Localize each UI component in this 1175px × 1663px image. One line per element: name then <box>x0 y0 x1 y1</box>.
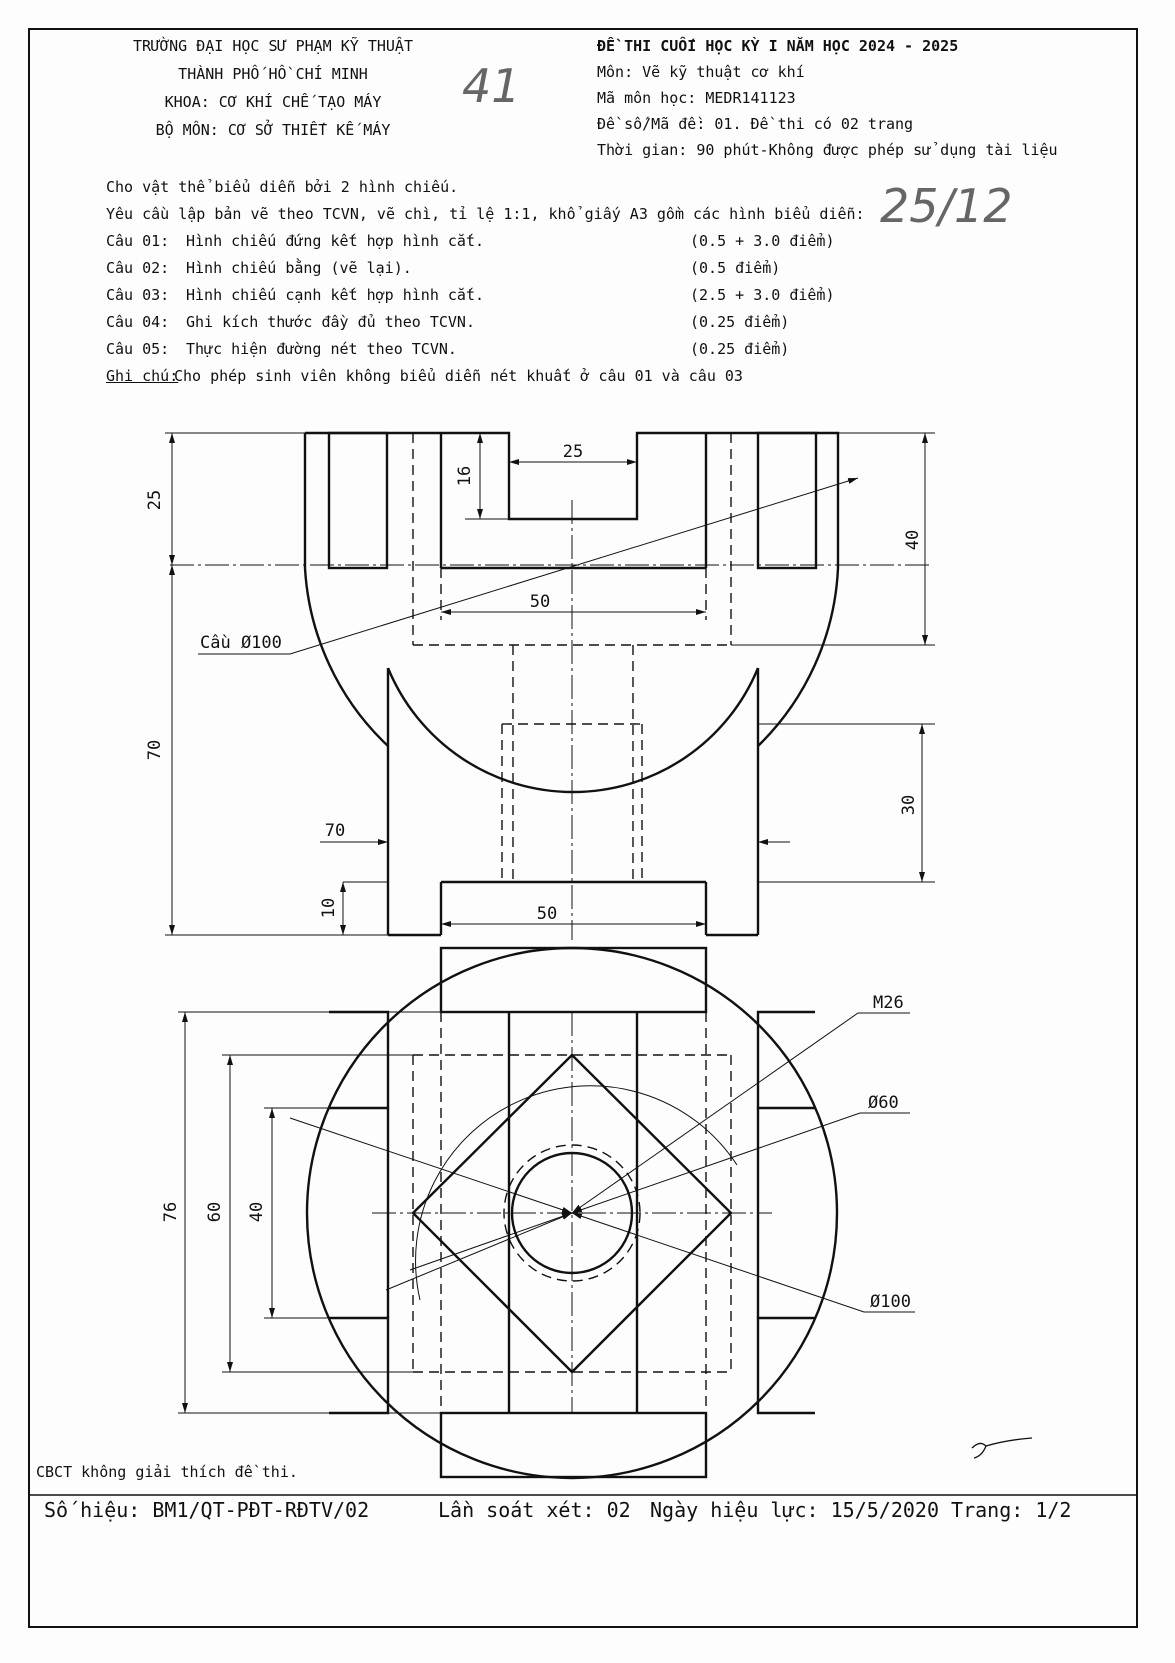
dim-50-mid: 50 <box>529 592 551 612</box>
dim-40-top: 40 <box>247 1201 267 1223</box>
dim-70-width: 70 <box>324 821 346 841</box>
question-text: Ghi kích thước đầy đủ theo TCVN. <box>186 313 475 331</box>
dim-60: 60 <box>205 1201 225 1223</box>
subject-code: Mã môn học: MEDR141123 <box>597 89 796 107</box>
dim-16: 16 <box>455 465 475 487</box>
question-points: (0.25 điểm) <box>690 340 790 358</box>
question-points: (0.5 điểm) <box>690 259 781 277</box>
exam-code: Đề số/Mã đề: 01. Đề thi có 02 trang <box>597 115 914 133</box>
dim-25-left: 25 <box>145 489 165 511</box>
dim-76: 76 <box>161 1201 181 1223</box>
note-text: Cho phép sinh viên không biểu diễn nét khuất ở câu 01 và câu 03 <box>174 367 743 385</box>
intro-line-1: Cho vật thể biểu diễn bởi 2 hình chiếu. <box>106 178 459 196</box>
question-label: Câu 04: <box>106 313 170 331</box>
sphere-arc-right <box>758 568 838 746</box>
handwritten-number: 41 <box>462 59 521 113</box>
sphere-label: Cầu Ø100 <box>200 633 282 653</box>
intro-line-2: Yêu cầu lập bản vẽ theo TCVN, vẽ chì, tỉ lệ 1:1, khổ giấy A3 gồm các hình biểu diễn: <box>106 205 865 223</box>
subject-name: Môn: Vẽ kỹ thuật cơ khí <box>597 63 805 81</box>
dim-40: 40 <box>903 529 923 551</box>
dim-70-left: 70 <box>145 739 165 761</box>
question-label: Câu 05: <box>106 340 170 358</box>
front-view-dimensions <box>165 433 935 935</box>
dim-25-top: 25 <box>562 442 584 462</box>
sphere-arc-left <box>305 568 388 746</box>
question-text: Hình chiếu đứng kết hợp hình cắt. <box>186 232 485 250</box>
phi100-label: Ø100 <box>870 1292 911 1312</box>
signature <box>972 1438 1032 1458</box>
top-view-dimensions <box>178 1012 915 1413</box>
city-name: THÀNH PHỐ HỒ CHÍ MINH <box>178 65 368 83</box>
question-label: Câu 02: <box>106 259 170 277</box>
exam-title: ĐỀ THI CUỐI HỌC KỲ I NĂM HỌC 2024 - 2025 <box>597 37 959 55</box>
university-name: TRƯỜNG ĐẠI HỌC SƯ PHẠM KỸ THUẬT <box>133 37 413 55</box>
question-text: Thực hiện đường nét theo TCVN. <box>186 340 457 358</box>
top-view-dimension-texts <box>161 993 911 1312</box>
faculty-name: KHOA: CƠ KHÍ CHẾ TẠO MÁY <box>164 93 382 111</box>
question-points: (0.25 điểm) <box>690 313 790 331</box>
revision-number: Lần soát xét: 02 <box>438 1498 631 1522</box>
effective-date: Ngày hiệu lực: 15/5/2020 Trang: 1/2 <box>650 1498 1072 1522</box>
footer-note: CBCT không giải thích đề thi. <box>36 1463 298 1481</box>
note-label: Ghi chú: <box>106 367 179 385</box>
handwritten-date: 25/12 <box>880 179 1013 233</box>
thread-m26-label: M26 <box>873 993 904 1013</box>
dim-50-bottom: 50 <box>536 904 558 924</box>
question-text: Hình chiếu cạnh kết hợp hình cắt. <box>186 286 485 304</box>
department-name: BỘ MÔN: CƠ SỞ THIẾT KẾ MÁY <box>155 121 391 139</box>
question-label: Câu 01: <box>106 232 170 250</box>
question-label: Câu 03: <box>106 286 170 304</box>
phi60-label: Ø60 <box>868 1093 899 1113</box>
question-points: (0.5 + 3.0 điểm) <box>690 232 835 250</box>
dim-30: 30 <box>899 794 919 816</box>
dim-10: 10 <box>319 897 339 919</box>
question-points: (2.5 + 3.0 điểm) <box>690 286 835 304</box>
document-code: Số hiệu: BM1/QT-PĐT-RĐTV/02 <box>44 1498 370 1522</box>
exam-duration: Thời gian: 90 phút-Không được phép sử dụng tài liệu <box>597 141 1058 159</box>
question-text: Hình chiếu bằng (vẽ lại). <box>186 259 412 277</box>
sphere-intersection-arc <box>388 668 758 792</box>
